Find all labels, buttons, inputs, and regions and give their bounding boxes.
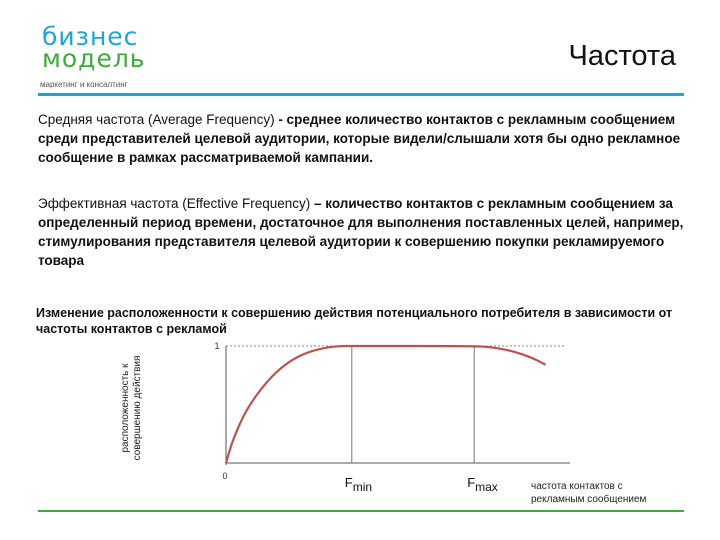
footer-divider bbox=[38, 510, 684, 512]
y-axis-label: расположенность ксовершению действия bbox=[120, 355, 143, 461]
slide-title: Частота bbox=[568, 40, 676, 72]
chart-caption: Изменение расположенности к совершению действия потенциального потребителя в зависимости от частоты контактов с рекламой bbox=[36, 306, 673, 336]
logo-tagline: маркетинг и консалтинг bbox=[40, 80, 128, 89]
average-frequency-text: - среднее количество контактов с рекламным сообщением среди представителей целевой аудитории, которые видели/слышали хотя бы одно рекламное сообщение в рамках рассматриваемой кампании. bbox=[38, 112, 681, 165]
marker-label-min: Fmin bbox=[344, 475, 373, 494]
effective-frequency-term: Эффективная частота (Effective Frequency) bbox=[38, 196, 311, 211]
x-axis-label: частота контактов с рекламным сообщением bbox=[531, 481, 647, 505]
logo-line-1: бизнес bbox=[42, 22, 139, 51]
y-tick-label-0: 0 bbox=[222, 471, 228, 481]
effective-frequency-text: – количество контактов с рекламным сообщением за определенный период времени, достаточное для выполнения поставленных целей, например, стимулирования представителя целевой аудитории к совершению покупки рекламируемого товара bbox=[38, 196, 684, 268]
average-frequency-term: Средняя частота (Average Frequency) bbox=[38, 112, 275, 127]
y-tick-label-1: 1 bbox=[214, 341, 220, 351]
logo-line-2: модель bbox=[42, 44, 146, 73]
marker-label-max: Fmax bbox=[467, 475, 498, 494]
disposition-curve bbox=[226, 346, 546, 463]
